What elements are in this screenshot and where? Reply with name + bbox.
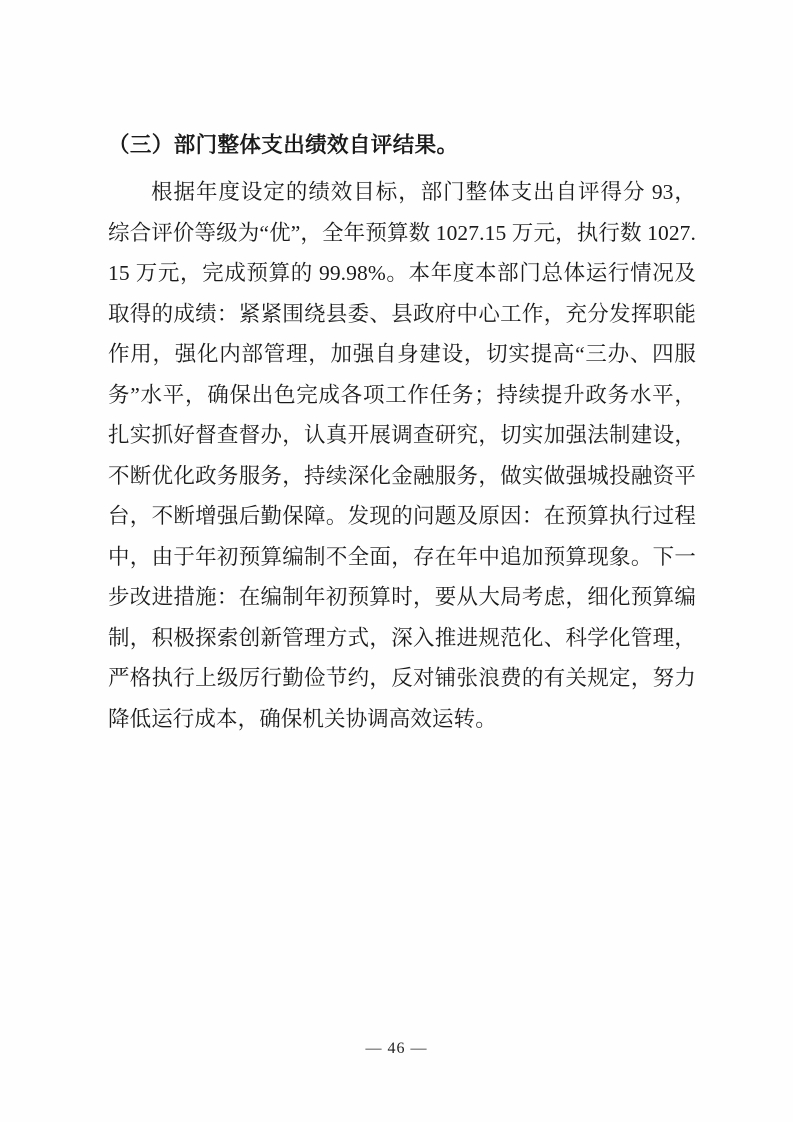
section-heading: （三）部门整体支出绩效自评结果。 [108, 133, 459, 157]
page-content [108, 128, 696, 739]
body-paragraph: 根据年度设定的绩效目标，部门整体支出自评得分 93，综合评价等级为“优”，全年预算数 1027.15 万元，执行数 1027.15 万元，完成预算的 99.98%。本年度本部门总体运行情况及取得的成绩：紧紧围绕县委、县政府中心工作，充分发挥职能作用，强化内部管理，加强自身建设，切实提高“三办、四服务”水平，确保出色完成各项工作任务；持续提升政务水平，扎实抓好督查督办，认真开展调查研究，切实加强法制建设，不断优化政务服务，持续深化金融服务，做实做强城投融资平台，不断增强后勤保障。发现的问题及原因：在预算执行过程中，由于年初预算编制不全面，存在年中追加预算现象。下一步改进措施：在编制年初预算时，要从大局考虑，细化预算编制，积极探索创新管理方式，深入推进规范化、科学化管理，严格执行上级厉行勤俭节约，反对铺张浪费的有关规定，努力降低运行成本，确保机关协调高效运转。 [108, 180, 696, 731]
page-number: — 46 — [365, 1040, 428, 1057]
